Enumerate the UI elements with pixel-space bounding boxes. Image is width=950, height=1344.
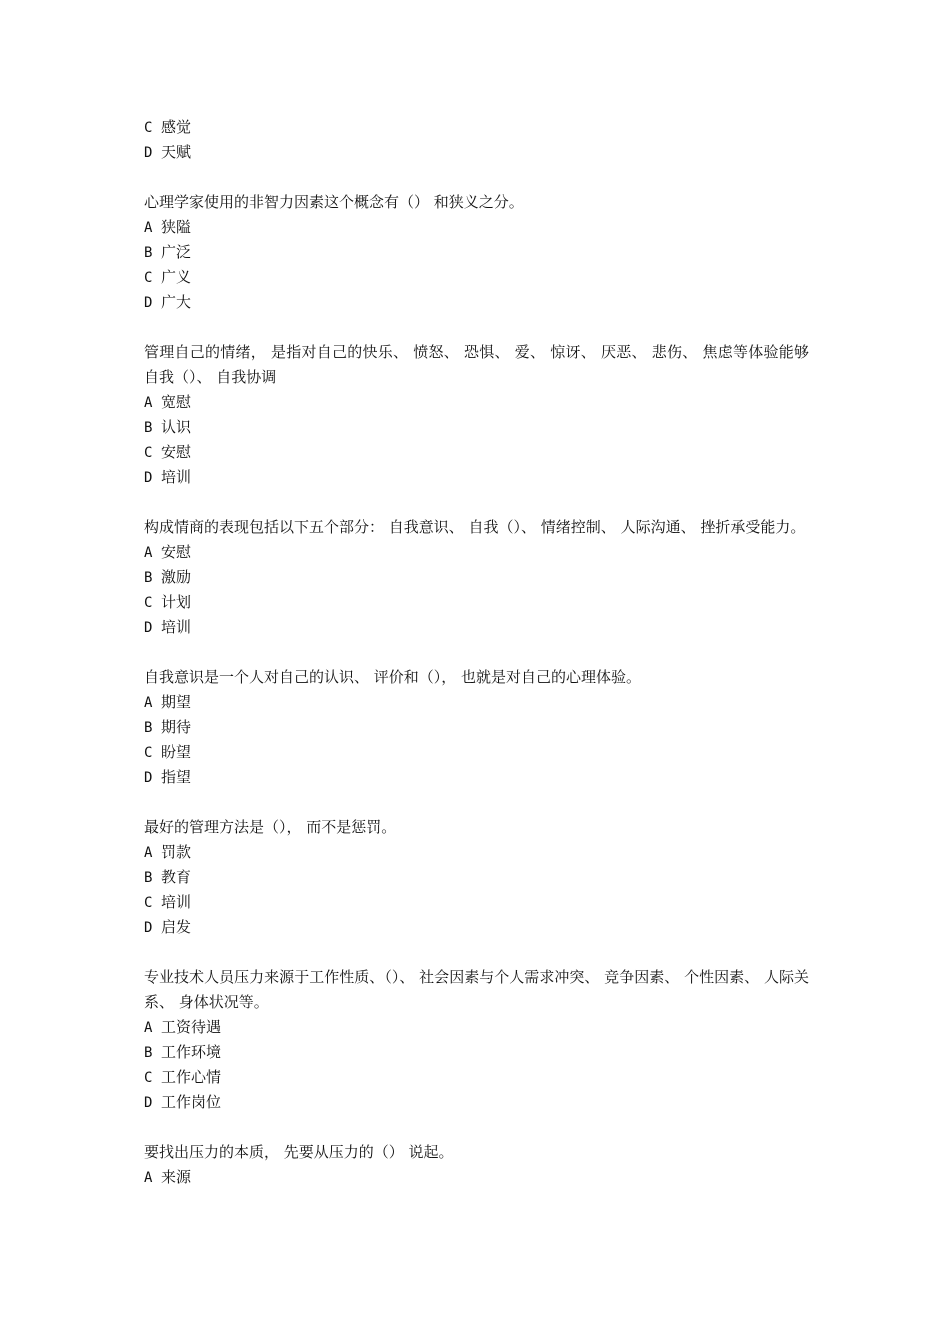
option-letter: C [144,895,153,911]
option-letter: D [144,145,153,161]
option-text: 感觉 [161,118,192,136]
question-stem: 要找出压力的本质， 先要从压力的（） 说起。 [144,1143,454,1161]
option-text: 期待 [161,718,192,736]
option-item [144,865,809,890]
option-item [144,390,809,415]
option-text: 天赋 [161,143,192,161]
option-item [144,290,809,315]
option-letter: A [144,695,153,711]
option-item [144,115,809,140]
option-item [144,690,809,715]
option-item [144,915,809,940]
option-text: 宽慰 [161,393,192,411]
option-letter: B [144,420,153,436]
option-letter: A [144,1020,153,1036]
option-letter: A [144,845,153,861]
option-item [144,1065,809,1090]
question-stem: 专业技术人员压力来源于工作性质、（）、 社会因素与个人需求冲突、 竞争因素、 个性因素、 人际关系、 身体状况等。 [144,968,809,1011]
option-text: 罚款 [161,843,192,861]
option-text: 广大 [161,293,192,311]
option-item [144,840,809,865]
option-letter: B [144,570,153,586]
option-text: 安慰 [161,443,192,461]
option-letter: A [144,1170,153,1186]
option-item [144,465,809,490]
option-text: 狭隘 [161,218,192,236]
document-page [144,115,809,1190]
question-stem: 心理学家使用的非智力因素这个概念有（） 和狭义之分。 [144,193,524,211]
option-letter: B [144,720,153,736]
option-text: 培训 [161,468,192,486]
option-text: 期望 [161,693,192,711]
option-letter: A [144,220,153,236]
option-letter: D [144,470,153,486]
option-text: 安慰 [161,543,192,561]
option-item [144,565,809,590]
option-item [144,890,809,915]
option-letter: C [144,120,153,136]
question-block [144,965,809,1115]
option-item [144,540,809,565]
option-item [144,590,809,615]
option-item [144,765,809,790]
option-text: 启发 [161,918,192,936]
question-stem: 最好的管理方法是（）， 而不是惩罚。 [144,818,397,836]
option-text: 盼望 [161,743,192,761]
option-letter: B [144,870,153,886]
question-stem: 自我意识是一个人对自己的认识、 评价和（）， 也就是对自己的心理体验。 [144,668,642,686]
option-item [144,1090,809,1115]
question-block [144,190,809,315]
option-letter: D [144,295,153,311]
option-text: 工作岗位 [161,1093,222,1111]
option-text: 培训 [161,618,192,636]
option-letter: D [144,920,153,936]
option-item [144,1040,809,1065]
question-block [144,815,809,940]
option-item [144,440,809,465]
option-letter: C [144,1070,153,1086]
option-text: 激励 [161,568,192,586]
option-letter: D [144,1095,153,1111]
option-letter: B [144,245,153,261]
option-text: 教育 [161,868,192,886]
option-item [144,1165,809,1190]
option-item [144,415,809,440]
option-text: 认识 [161,418,192,436]
option-letter: B [144,1045,153,1061]
option-text: 广义 [161,268,192,286]
option-text: 来源 [161,1168,192,1186]
question-block [144,340,809,490]
option-text: 培训 [161,893,192,911]
option-item [144,1015,809,1040]
option-item [144,240,809,265]
option-text: 工资待遇 [161,1018,222,1036]
option-letter: C [144,445,153,461]
option-item [144,615,809,640]
option-letter: D [144,620,153,636]
option-text: 广泛 [161,243,192,261]
option-text: 计划 [161,593,192,611]
option-letter: C [144,745,153,761]
option-item [144,265,809,290]
option-text: 指望 [161,768,192,786]
option-item [144,215,809,240]
question-stem: 管理自己的情绪， 是指对自己的快乐、 愤怒、 恐惧、 爱、 惊讶、 厌恶、 悲伤、 焦虑等体验能够自我（）、 自我协调 [144,343,809,386]
option-text: 工作环境 [161,1043,222,1061]
option-letter: C [144,270,153,286]
option-letter: A [144,545,153,561]
option-letter: C [144,595,153,611]
option-item [144,140,809,165]
option-letter: D [144,770,153,786]
option-text: 工作心情 [161,1068,222,1086]
question-block [144,515,809,640]
option-item [144,715,809,740]
option-item [144,740,809,765]
lead-options [144,115,809,165]
question-stem: 构成情商的表现包括以下五个部分： 自我意识、 自我（）、 情绪控制、 人际沟通、 挫折承受能力。 [144,518,806,536]
question-block [144,1140,809,1190]
question-block [144,665,809,790]
option-letter: A [144,395,153,411]
